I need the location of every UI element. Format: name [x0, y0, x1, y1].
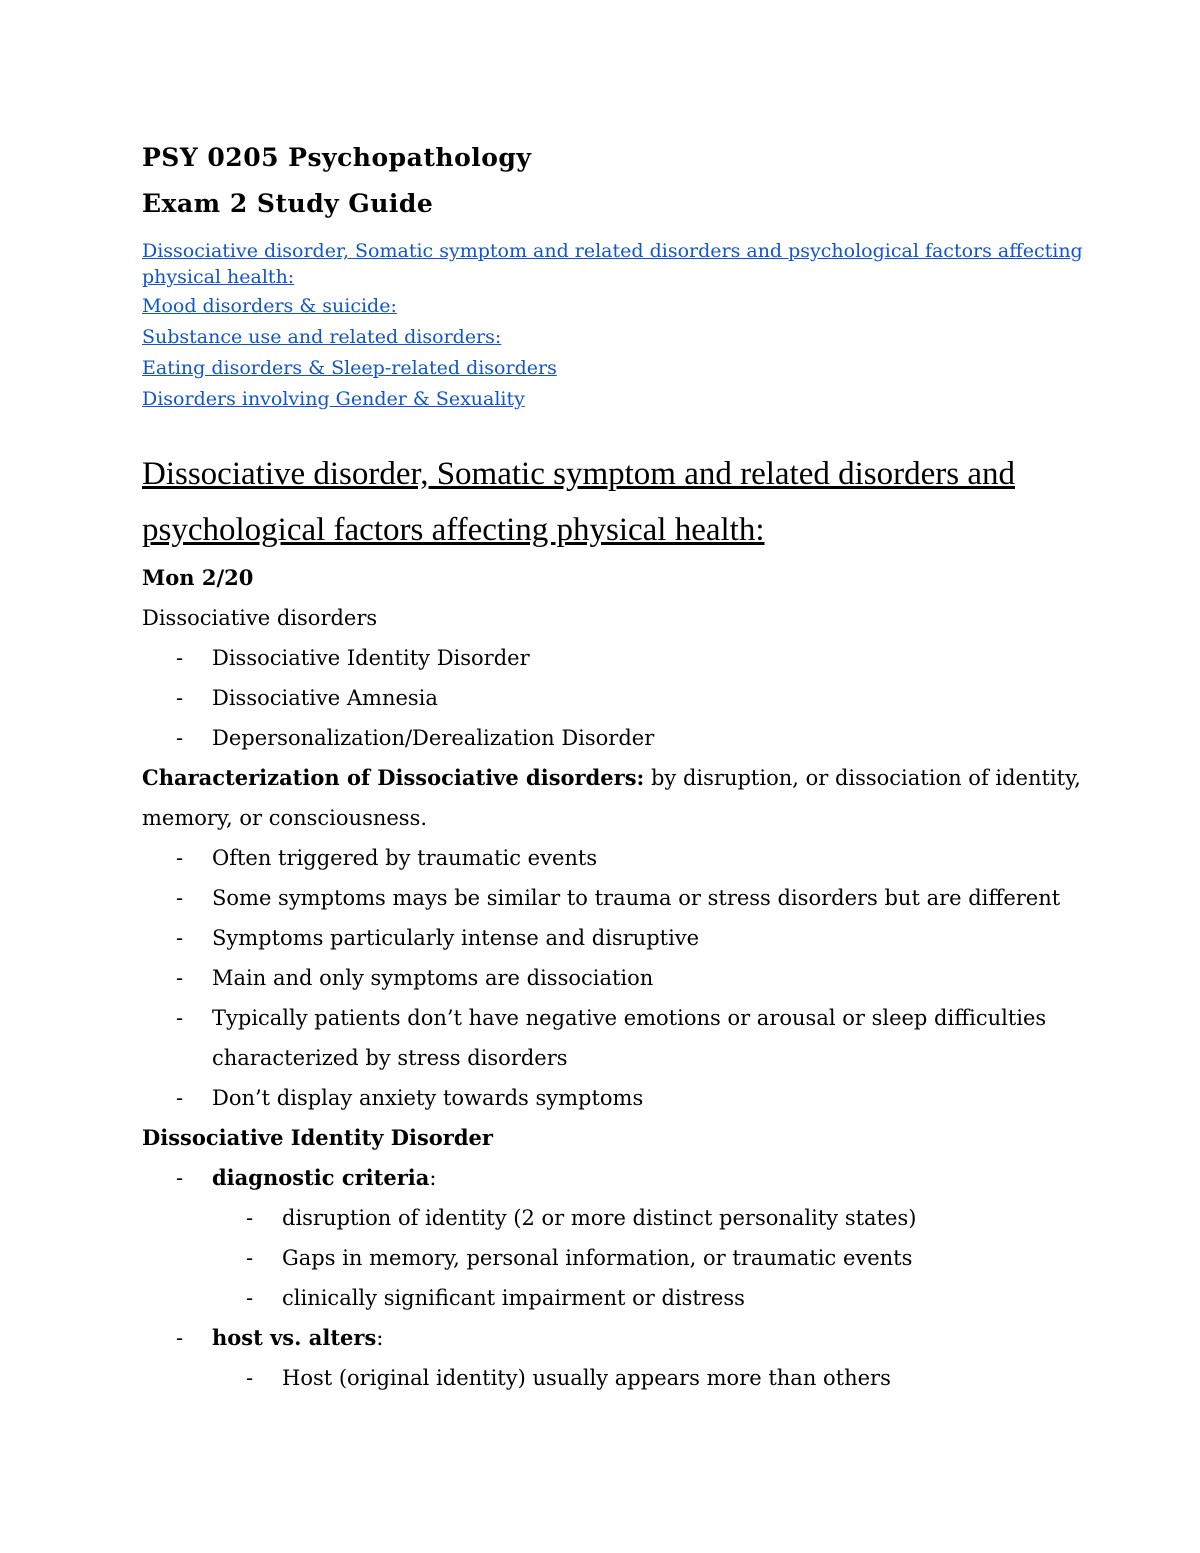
- table-of-contents: [142, 238, 1102, 412]
- list-item: - Host (original identity) usually appears more than others: [142, 1358, 1102, 1398]
- toc-link-dissociative[interactable]: Dissociative disorder, Somatic symptom and related disorders and psychological factors affecting physical health:: [142, 240, 1083, 288]
- characterization-paragraph: [142, 758, 1102, 838]
- host-sublist: [142, 1358, 1102, 1398]
- list-item: - Symptoms particularly intense and disruptive: [142, 918, 1102, 958]
- list-item: - disruption of identity (2 or more distinct personality states): [142, 1198, 1102, 1238]
- host-label: host vs. alters: [212, 1325, 377, 1350]
- criteria-sublist: [142, 1198, 1102, 1318]
- toc-link-gender-sexuality[interactable]: Disorders involving Gender & Sexuality: [142, 388, 525, 410]
- list-item: - Main and only symptoms are dissociation: [142, 958, 1102, 998]
- toc-link-mood[interactable]: Mood disorders & suicide:: [142, 295, 397, 317]
- criteria-suffix: :: [429, 1166, 437, 1190]
- intro-text: Dissociative disorders: [142, 606, 378, 630]
- document-subtitle: Exam 2 Study Guide: [142, 189, 434, 218]
- list-item: - Gaps in memory, personal information, or traumatic events: [142, 1238, 1102, 1278]
- disorder-types-list: [142, 638, 1102, 758]
- list-item: - Some symptoms mays be similar to trauma or stress disorders but are different: [142, 878, 1102, 918]
- date-heading: Mon 2/20: [142, 565, 254, 590]
- document-content: [142, 138, 1102, 1398]
- host-suffix: :: [376, 1326, 384, 1350]
- characterization-list: [142, 838, 1102, 1118]
- toc-link-substance[interactable]: Substance use and related disorders:: [142, 326, 502, 348]
- characterization-label: Characterization of Dissociative disorders:: [142, 765, 645, 790]
- did-heading: [142, 1118, 1102, 1158]
- host-list: [142, 1318, 1102, 1358]
- toc-link-eating-sleep[interactable]: Eating disorders & Sleep-related disorders: [142, 357, 557, 379]
- did-heading-text: Dissociative Identity Disorder: [142, 1125, 493, 1150]
- list-item: - Dissociative Identity Disorder: [142, 638, 1102, 678]
- criteria-label: diagnostic criteria: [212, 1165, 430, 1190]
- did-list: [142, 1158, 1102, 1198]
- list-item: - Depersonalization/Derealization Disorder: [142, 718, 1102, 758]
- document-title: PSY 0205 Psychopathology: [142, 143, 532, 172]
- list-item: - Typically patients don’t have negative emotions or arousal or sleep difficulties characterized by stress disorders: [142, 998, 1102, 1078]
- list-item: - Often triggered by traumatic events: [142, 838, 1102, 878]
- list-item: - Dissociative Amnesia: [142, 678, 1102, 718]
- section-heading: Dissociative disorder, Somatic symptom and related disorders and psychological factors affecting physical health:: [142, 456, 1015, 548]
- list-item: - Don’t display anxiety towards symptoms: [142, 1078, 1102, 1118]
- list-item: - clinically significant impairment or distress: [142, 1278, 1102, 1318]
- characterization-text: by disruption, or dissociation of identity, memory, or consciousness.: [142, 766, 1081, 830]
- criteria-item: [142, 1158, 1102, 1198]
- host-item: [142, 1318, 1102, 1358]
